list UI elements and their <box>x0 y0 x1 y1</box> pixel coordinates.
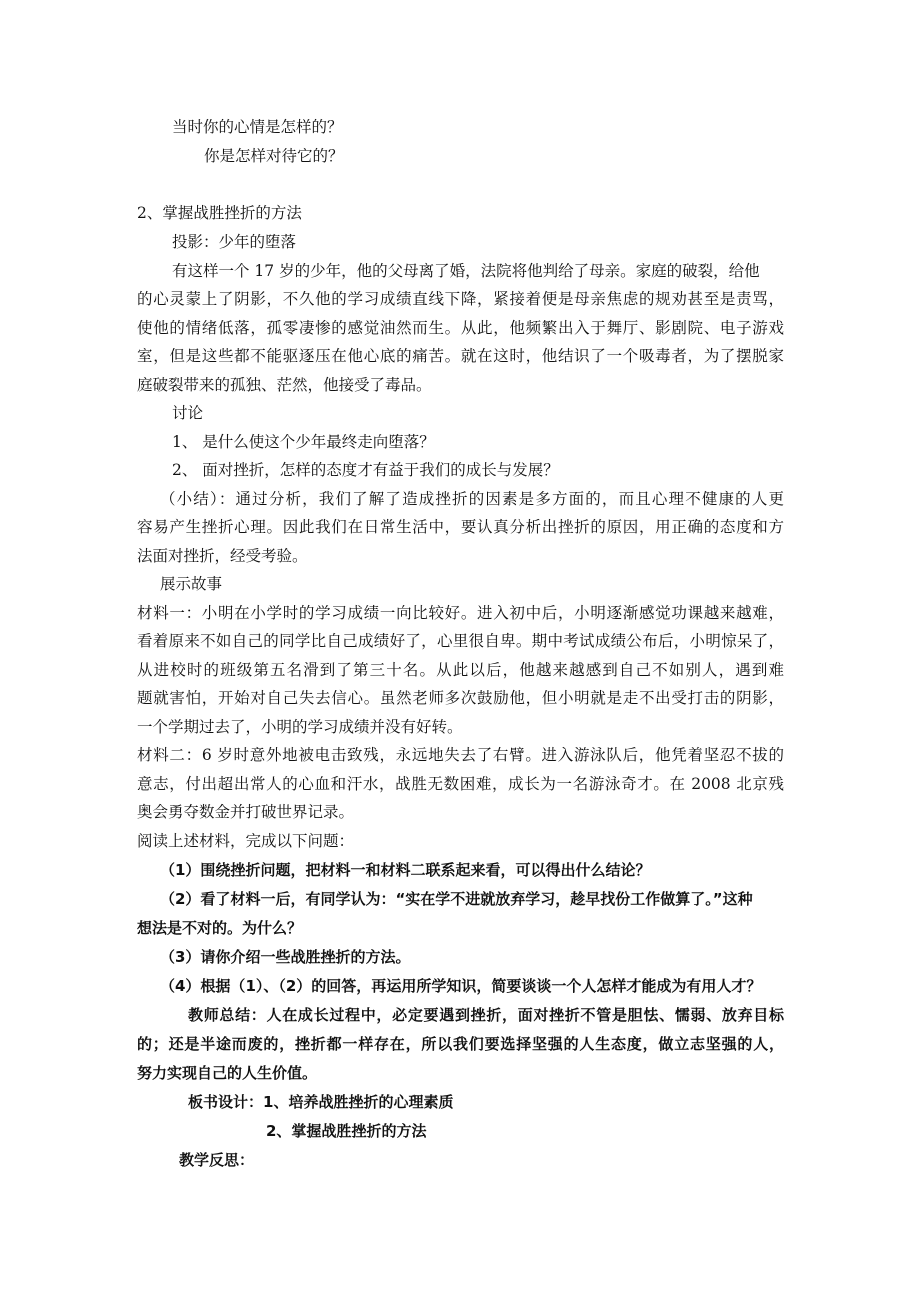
material-one-line: 材料一：小明在小学时的学习成绩一向比较好。进入初中后，小明逐渐感觉功课越来越难， <box>137 604 784 622</box>
question-item: （2）看了材料一后，有同学认为：“实在学不进就放弃学习，趁早找份工作做算了。”这种 <box>160 890 753 908</box>
summary-line: （小结）：通过分析，我们了解了造成挫折的因素是多方面的，而且心理不健康的人更 <box>160 490 784 508</box>
material-one-line: 看着原来不如自己的同学比自己成绩好了，心里很自卑。期中考试成绩公布后，小明惊呆了， <box>137 632 784 650</box>
discussion-heading: 讨论 <box>172 404 204 422</box>
projection-title: 投影：少年的堕落 <box>172 233 297 251</box>
summary-line: 容易产生挫折心理。因此我们在日常生活中，要认真分析出挫折的原因，用正确的态度和方 <box>137 518 784 536</box>
story-line: 的心灵蒙上了阴影，不久他的学习成绩直线下降，紧接着便是母亲焦虑的规劝甚至是责骂， <box>137 290 784 308</box>
question-item: （4）根据（1）、（2）的回答，再运用所学知识，简要谈谈一个人怎样才能成为有用人才？ <box>160 977 762 995</box>
teacher-summary-line: 努力实现自己的人生价值。 <box>137 1064 318 1082</box>
summary-line: 法面对挫折，经受考验。 <box>137 547 308 565</box>
board-design-line: 2、掌握战胜挫折的方法 <box>266 1122 427 1140</box>
story-line: 有这样一个 17 岁的少年，他的父母离了婚，法院将他判给了母亲。家庭的破裂，给他 <box>172 262 760 280</box>
material-two-line: 奥会勇夺数金并打破世界记录。 <box>137 803 355 821</box>
story-line: 庭破裂带来的孤独、茫然，他接受了毒品。 <box>137 376 432 394</box>
read-prompt: 阅读上述材料，完成以下问题： <box>137 832 355 850</box>
question-treat: 你是怎样对待它的？ <box>204 147 344 165</box>
question-item: 想法是不对的。为什么？ <box>137 919 303 937</box>
material-one-line: 从进校时的班级第五名滑到了第三十名。从此以后，他越来越感到自己不如别人，遇到难 <box>137 661 784 679</box>
show-story-heading: 展示故事 <box>160 575 223 593</box>
story-line: 室，但是这些都不能驱逐压在他心底的痛苦。就在这时，他结识了一个吸毒者，为了摆脱家 <box>137 347 784 365</box>
discussion-question: 1、 是什么使这个少年最终走向堕落？ <box>172 433 435 451</box>
material-one-line: 一个学期过去了，小明的学习成绩并没有好转。 <box>137 718 463 736</box>
discussion-question: 2、 面对挫折，怎样的态度才有益于我们的成长与发展？ <box>172 461 559 479</box>
question-item: （1）围绕挫折问题，把材料一和材料二联系起来看，可以得出什么结论？ <box>160 861 651 879</box>
question-mood: 当时你的心情是怎样的？ <box>172 118 343 136</box>
teacher-summary-line: 教师总结：人在成长过程中，必定要遇到挫折，面对挫折不管是胆怯、懦弱、放弃目标 <box>188 1006 784 1024</box>
material-two-line: 材料二：6 岁时意外地被电击致残，永远地失去了右臂。进入游泳队后，他凭着坚忍不拔的 <box>137 746 784 764</box>
teacher-summary-line: 的；还是半途而废的，挫折都一样存在，所以我们要选择坚强的人生态度，做立志坚强的人， <box>137 1035 784 1053</box>
section-title-methods: 2、掌握战胜挫折的方法 <box>137 204 302 222</box>
story-line: 使他的情绪低落，孤零凄惨的感觉油然而生。从此，他频繁出入于舞厅、影剧院、电子游戏 <box>137 319 784 337</box>
material-two-line: 意志，付出超出常人的心血和汗水，战胜无数困难，成长为一名游泳奇才。在 2008 北京残 <box>137 775 784 793</box>
teaching-reflection: 教学反思： <box>179 1151 255 1169</box>
material-one-line: 题就害怕，开始对自己失去信心。虽然老师多次鼓励他，但小明就是走不出受打击的阴影， <box>137 689 784 707</box>
question-item: （3）请你介绍一些战胜挫折的方法。 <box>160 948 411 966</box>
board-design-line: 板书设计：1、培养战胜挫折的心理素质 <box>188 1093 454 1111</box>
